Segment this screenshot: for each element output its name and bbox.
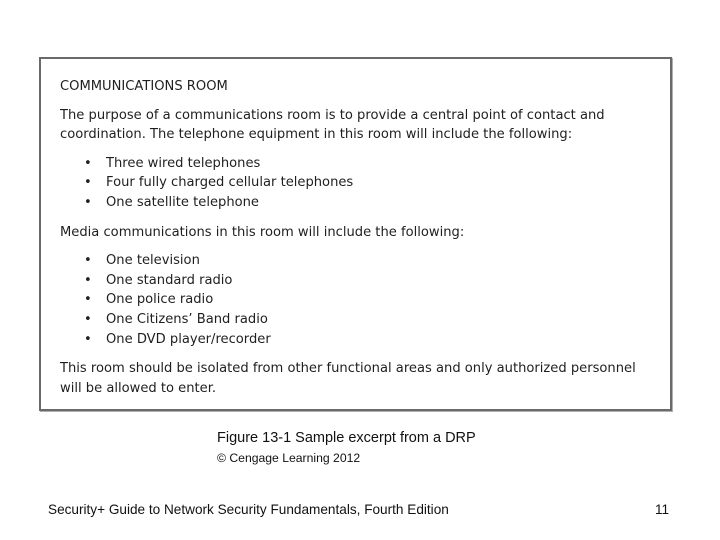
list-item: • One television <box>60 251 658 271</box>
closing-paragraph: This room should be isolated from other functional areas and only authorized personnel will be allowed to enter. <box>60 361 636 396</box>
excerpt-heading: COMMUNICATIONS ROOM <box>60 79 228 94</box>
figure-caption: Figure 13-1 Sample excerpt from a DRP <box>217 430 476 446</box>
telephone-list <box>60 154 658 213</box>
figure-content <box>60 77 658 407</box>
figure-excerpt-box <box>39 57 672 411</box>
list-item: • Four fully charged cellular telephones <box>60 173 658 193</box>
list-item: • Three wired telephones <box>60 154 658 174</box>
list-item: • One DVD player/recorder <box>60 330 658 350</box>
list-item: • One police radio <box>60 290 658 310</box>
list-item: • One Citizens’ Band radio <box>60 310 658 330</box>
list-item: • One standard radio <box>60 271 658 291</box>
page-number: 11 <box>655 502 670 517</box>
intro-paragraph: The purpose of a communications room is to provide a central point of contact and coordination. The telephone equipment in this room will include the following: <box>60 107 605 143</box>
copyright-notice: © Cengage Learning 2012 <box>217 451 361 465</box>
list-item: • One satellite telephone <box>60 193 658 213</box>
media-list <box>60 251 658 349</box>
media-intro-paragraph: Media communications in this room will include the following: <box>60 224 465 240</box>
footer-book-title: Security+ Guide to Network Security Fundamentals, Fourth Edition <box>48 502 449 517</box>
